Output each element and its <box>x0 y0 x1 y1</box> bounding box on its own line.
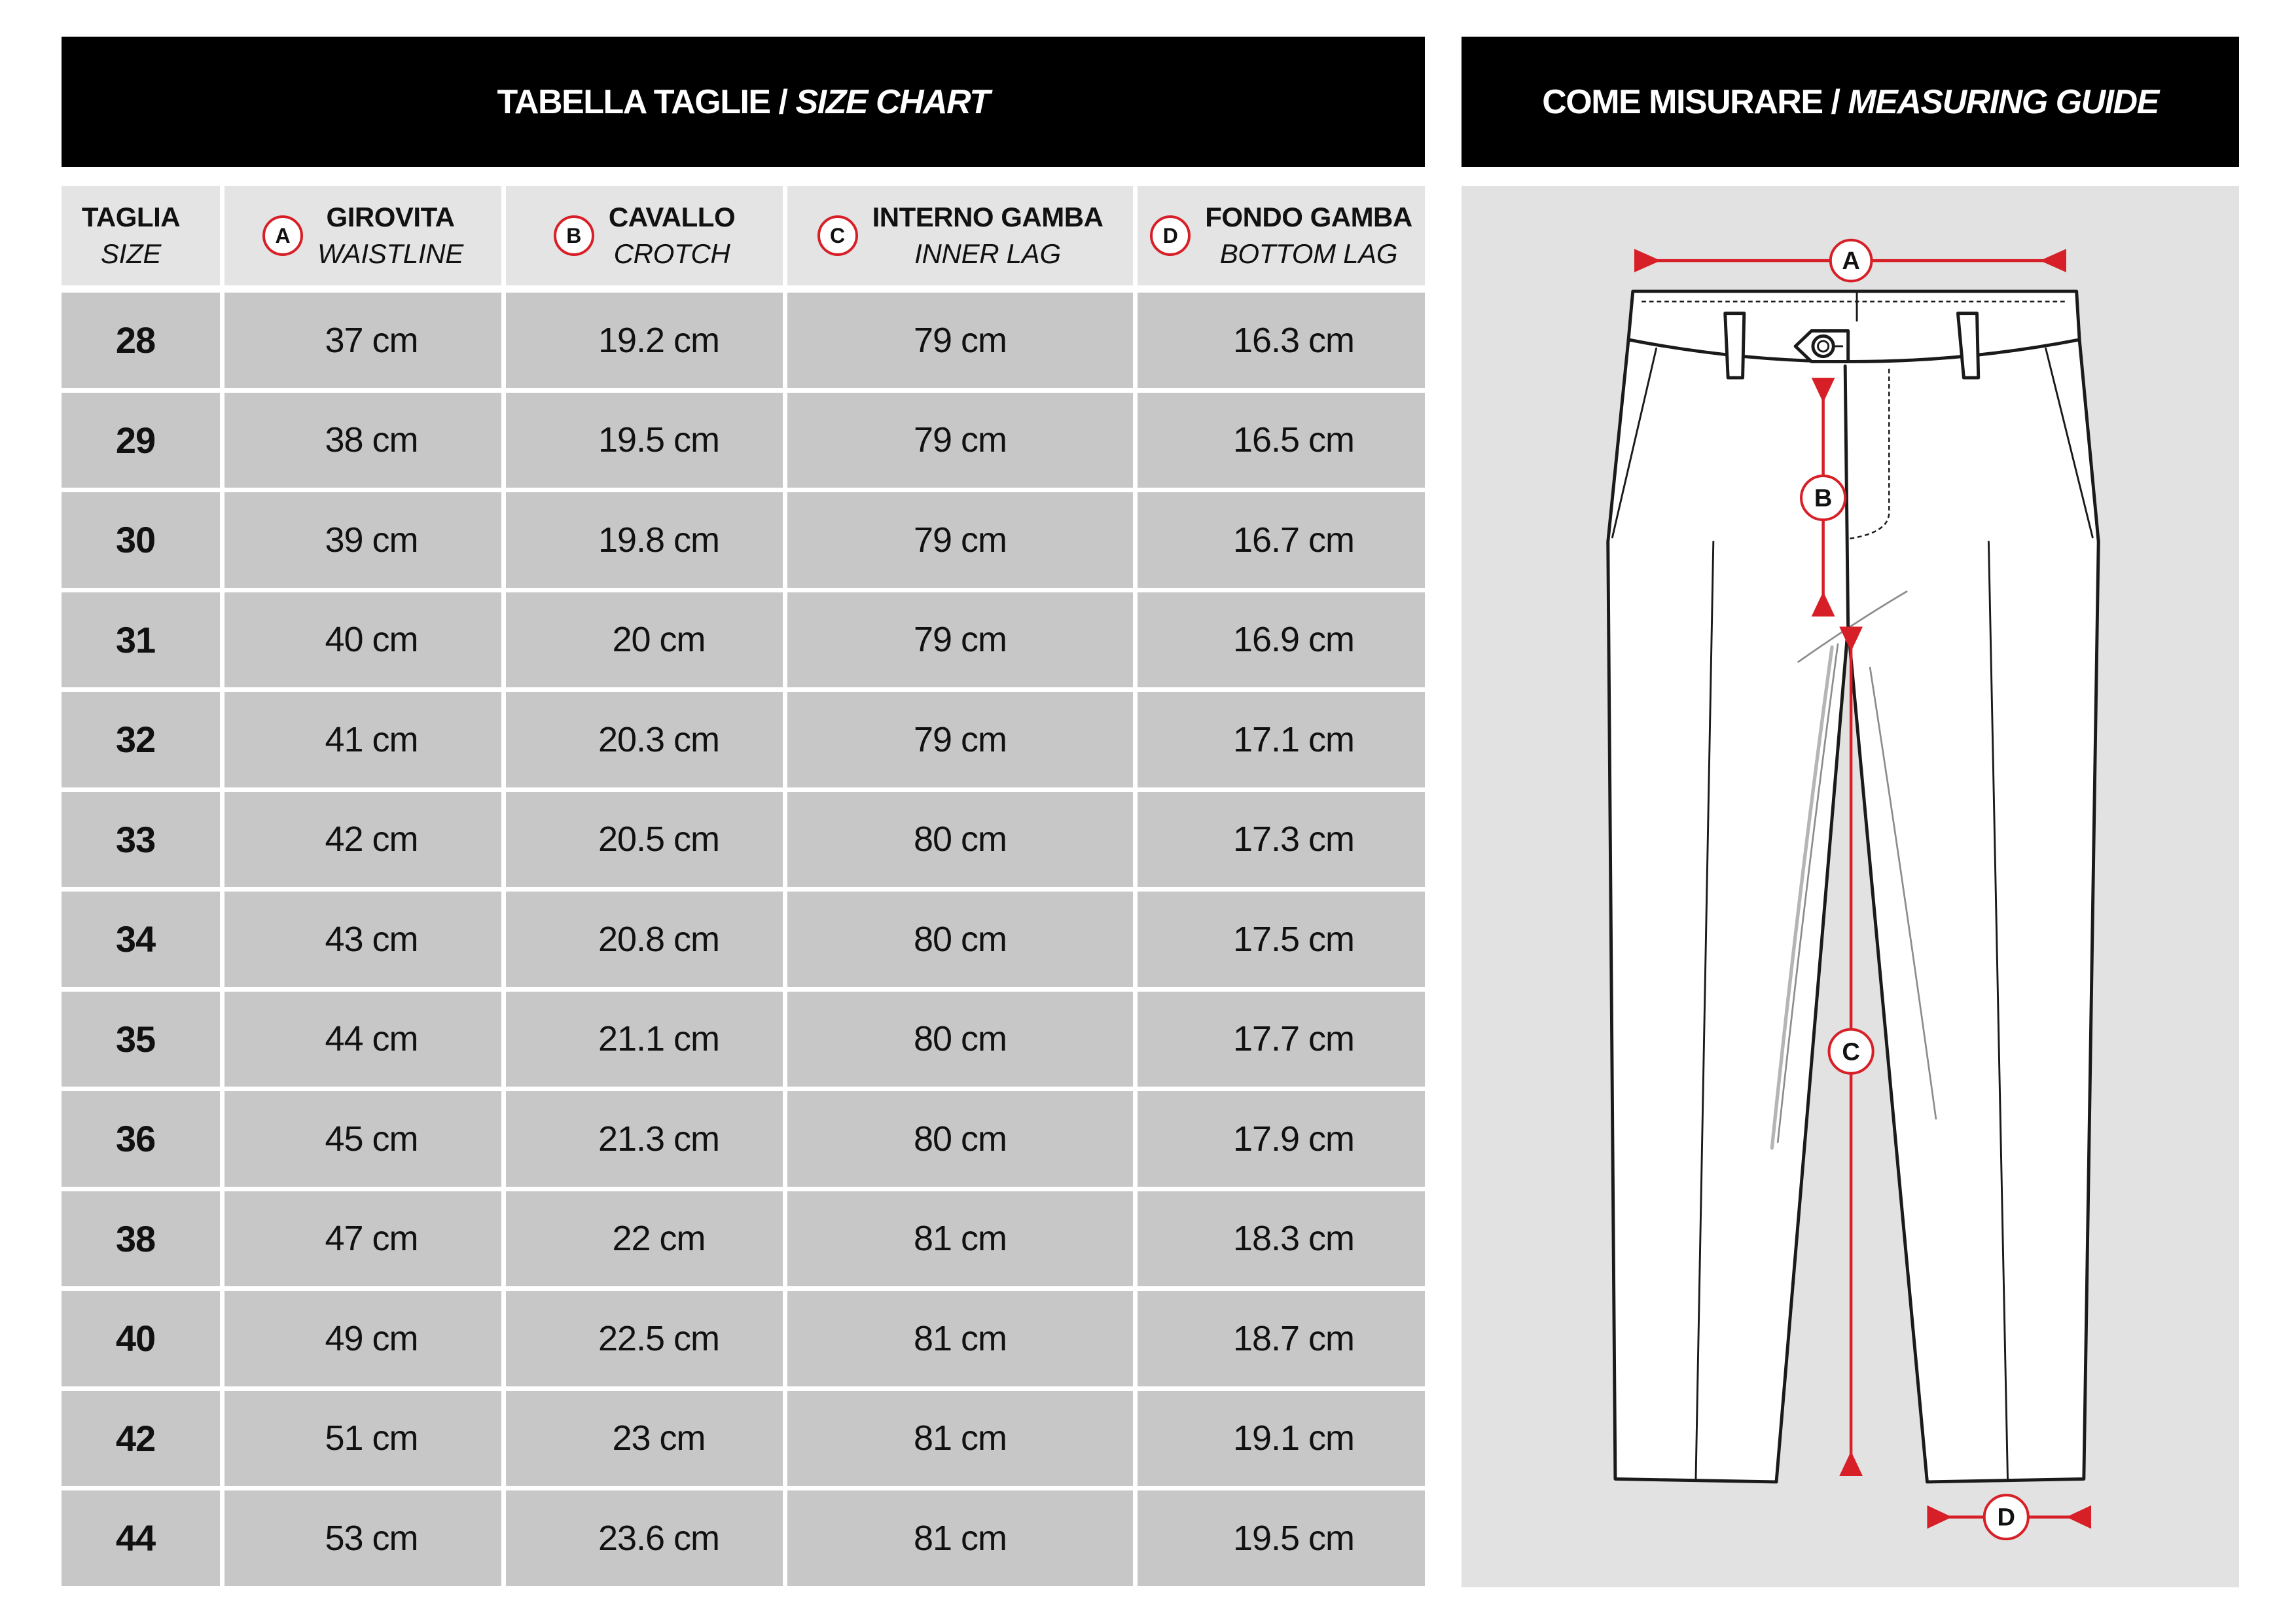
size-value: 38 <box>62 1191 220 1287</box>
size-row <box>62 1490 1425 1586</box>
trousers-illustration <box>1608 291 2098 1482</box>
marker-b-badge: B <box>554 215 594 256</box>
inner-leg-value: 80 cm <box>787 992 1133 1087</box>
column-header-inner-leg <box>787 186 1133 285</box>
bottom-leg-value: 16.5 cm <box>1138 393 1425 488</box>
waistline-value: 45 cm <box>224 1091 501 1187</box>
bottom-leg-value: 17.1 cm <box>1138 692 1425 787</box>
bottom-leg-value: 16.3 cm <box>1138 293 1425 388</box>
arrowhead-left-icon <box>2040 249 2066 272</box>
waistline-value: 37 cm <box>224 293 501 388</box>
inner-leg-value: 81 cm <box>787 1490 1133 1586</box>
measuring-guide-title-bar <box>1462 37 2239 167</box>
inner-leg-value: 80 cm <box>787 792 1133 888</box>
column-header-labels <box>82 199 180 272</box>
crotch-value: 23.6 cm <box>506 1490 783 1586</box>
marker-c-label: C <box>1842 1038 1860 1066</box>
column-header-bottom-leg <box>1138 186 1425 285</box>
crotch-value: 19.8 cm <box>506 492 783 588</box>
inner-leg-value: 79 cm <box>787 692 1133 787</box>
size-value: 44 <box>62 1490 220 1586</box>
column-sublabel: INNER LAG <box>914 238 1061 269</box>
crotch-value: 20.3 cm <box>506 692 783 787</box>
column-header-labels <box>872 199 1103 272</box>
crotch-value: 20.8 cm <box>506 892 783 987</box>
bottom-leg-value: 16.7 cm <box>1138 492 1425 588</box>
arrowhead-right-icon <box>1927 1506 1952 1529</box>
bottom-leg-value: 18.3 cm <box>1138 1191 1425 1287</box>
column-label: CAVALLO <box>608 202 736 232</box>
column-header-crotch <box>506 186 783 285</box>
arrowhead-up-icon <box>1839 1451 1863 1476</box>
measuring-guide-title-italian: COME MISURARE / <box>1542 82 1840 121</box>
size-row <box>62 293 1425 388</box>
size-value: 36 <box>62 1091 220 1187</box>
waistline-value: 43 cm <box>224 892 501 987</box>
column-header-size <box>62 186 220 285</box>
size-value: 33 <box>62 792 220 888</box>
measuring-guide-panel <box>1462 186 2239 1587</box>
column-label: INTERNO GAMBA <box>872 202 1103 232</box>
inner-leg-value: 80 cm <box>787 1091 1133 1187</box>
inner-leg-value: 81 cm <box>787 1191 1133 1287</box>
waistline-value: 42 cm <box>224 792 501 888</box>
inner-leg-value: 81 cm <box>787 1291 1133 1386</box>
belt-loop-left <box>1725 314 1744 378</box>
size-row <box>62 1391 1425 1487</box>
size-value: 35 <box>62 992 220 1087</box>
waistline-value: 53 cm <box>224 1490 501 1586</box>
inner-leg-value: 79 cm <box>787 492 1133 588</box>
column-header-labels <box>609 199 735 272</box>
marker-c-badge: C <box>817 215 858 256</box>
measuring-guide-title <box>1542 82 2159 122</box>
crotch-value: 20.5 cm <box>506 792 783 888</box>
size-value: 42 <box>62 1391 220 1487</box>
size-chart-title <box>497 82 990 122</box>
crotch-value: 19.5 cm <box>506 393 783 488</box>
size-value: 34 <box>62 892 220 987</box>
size-chart-title-bar <box>62 37 1425 167</box>
column-label: GIROVITA <box>326 202 455 232</box>
bottom-leg-value: 17.7 cm <box>1138 992 1425 1087</box>
bottom-leg-value: 19.1 cm <box>1138 1391 1425 1487</box>
size-chart-title-english: SIZE CHART <box>795 82 990 121</box>
size-row <box>62 492 1425 588</box>
crotch-value: 22 cm <box>506 1191 783 1287</box>
size-row <box>62 1191 1425 1287</box>
column-header-labels <box>317 199 463 272</box>
waistline-value: 47 cm <box>224 1191 501 1287</box>
column-label: TAGLIA <box>81 202 181 232</box>
waistline-value: 38 cm <box>224 393 501 488</box>
marker-a-label: A <box>1842 247 1860 276</box>
inner-leg-value: 79 cm <box>787 393 1133 488</box>
crotch-value: 21.3 cm <box>506 1091 783 1187</box>
column-header-labels <box>1205 199 1412 272</box>
marker-d-label: D <box>1997 1504 2015 1532</box>
measure-a-waistline <box>1634 240 2066 281</box>
size-value: 30 <box>62 492 220 588</box>
column-sublabel: SIZE <box>100 238 162 269</box>
arrowhead-right-icon <box>1634 249 1660 272</box>
size-chart-title-italian: TABELLA TAGLIE / <box>497 82 787 121</box>
crotch-value: 23 cm <box>506 1391 783 1487</box>
waistline-value: 44 cm <box>224 992 501 1087</box>
crotch-value: 20 cm <box>506 592 783 688</box>
waistline-value: 51 cm <box>224 1391 501 1487</box>
marker-a-badge: A <box>262 215 303 256</box>
waistline-value: 40 cm <box>224 592 501 688</box>
column-sublabel: BOTTOM LAG <box>1219 238 1398 269</box>
size-row <box>62 792 1425 888</box>
waistline-value: 39 cm <box>224 492 501 588</box>
size-row <box>62 892 1425 987</box>
crotch-value: 21.1 cm <box>506 992 783 1087</box>
size-value: 28 <box>62 293 220 388</box>
size-value: 31 <box>62 592 220 688</box>
crotch-value: 19.2 cm <box>506 293 783 388</box>
marker-d-badge: D <box>1150 215 1191 256</box>
trousers-measuring-diagram <box>1462 186 2239 1587</box>
column-header-waistline <box>224 186 501 285</box>
size-table-header <box>62 186 1425 285</box>
button-icon <box>1813 336 1833 356</box>
inner-leg-value: 81 cm <box>787 1391 1133 1487</box>
trousers-body <box>1608 340 2098 1482</box>
inner-leg-value: 79 cm <box>787 592 1133 688</box>
bottom-leg-value: 17.9 cm <box>1138 1091 1425 1187</box>
bottom-leg-value: 18.7 cm <box>1138 1291 1425 1386</box>
size-value: 40 <box>62 1291 220 1386</box>
bottom-leg-value: 16.9 cm <box>1138 592 1425 688</box>
bottom-leg-value: 17.3 cm <box>1138 792 1425 888</box>
column-sublabel: CROTCH <box>613 238 730 269</box>
size-row <box>62 1091 1425 1187</box>
bottom-leg-value: 17.5 cm <box>1138 892 1425 987</box>
size-row <box>62 692 1425 787</box>
measure-d-bottom-leg <box>1927 1495 2091 1539</box>
size-value: 29 <box>62 393 220 488</box>
crotch-value: 22.5 cm <box>506 1291 783 1386</box>
marker-b-label: B <box>1814 484 1833 513</box>
waistline-value: 49 cm <box>224 1291 501 1386</box>
arrowhead-left-icon <box>2066 1506 2091 1529</box>
waistline-value: 41 cm <box>224 692 501 787</box>
measuring-guide-title-english: MEASURING GUIDE <box>1848 82 2159 121</box>
size-row <box>62 592 1425 688</box>
size-row <box>62 1291 1425 1386</box>
size-row <box>62 992 1425 1087</box>
column-label: FONDO GAMBA <box>1205 202 1412 232</box>
size-value: 32 <box>62 692 220 787</box>
size-row <box>62 393 1425 488</box>
inner-leg-value: 80 cm <box>787 892 1133 987</box>
bottom-leg-value: 19.5 cm <box>1138 1490 1425 1586</box>
inner-leg-value: 79 cm <box>787 293 1133 388</box>
size-table-body <box>62 293 1425 1586</box>
column-sublabel: WAISTLINE <box>317 238 463 269</box>
